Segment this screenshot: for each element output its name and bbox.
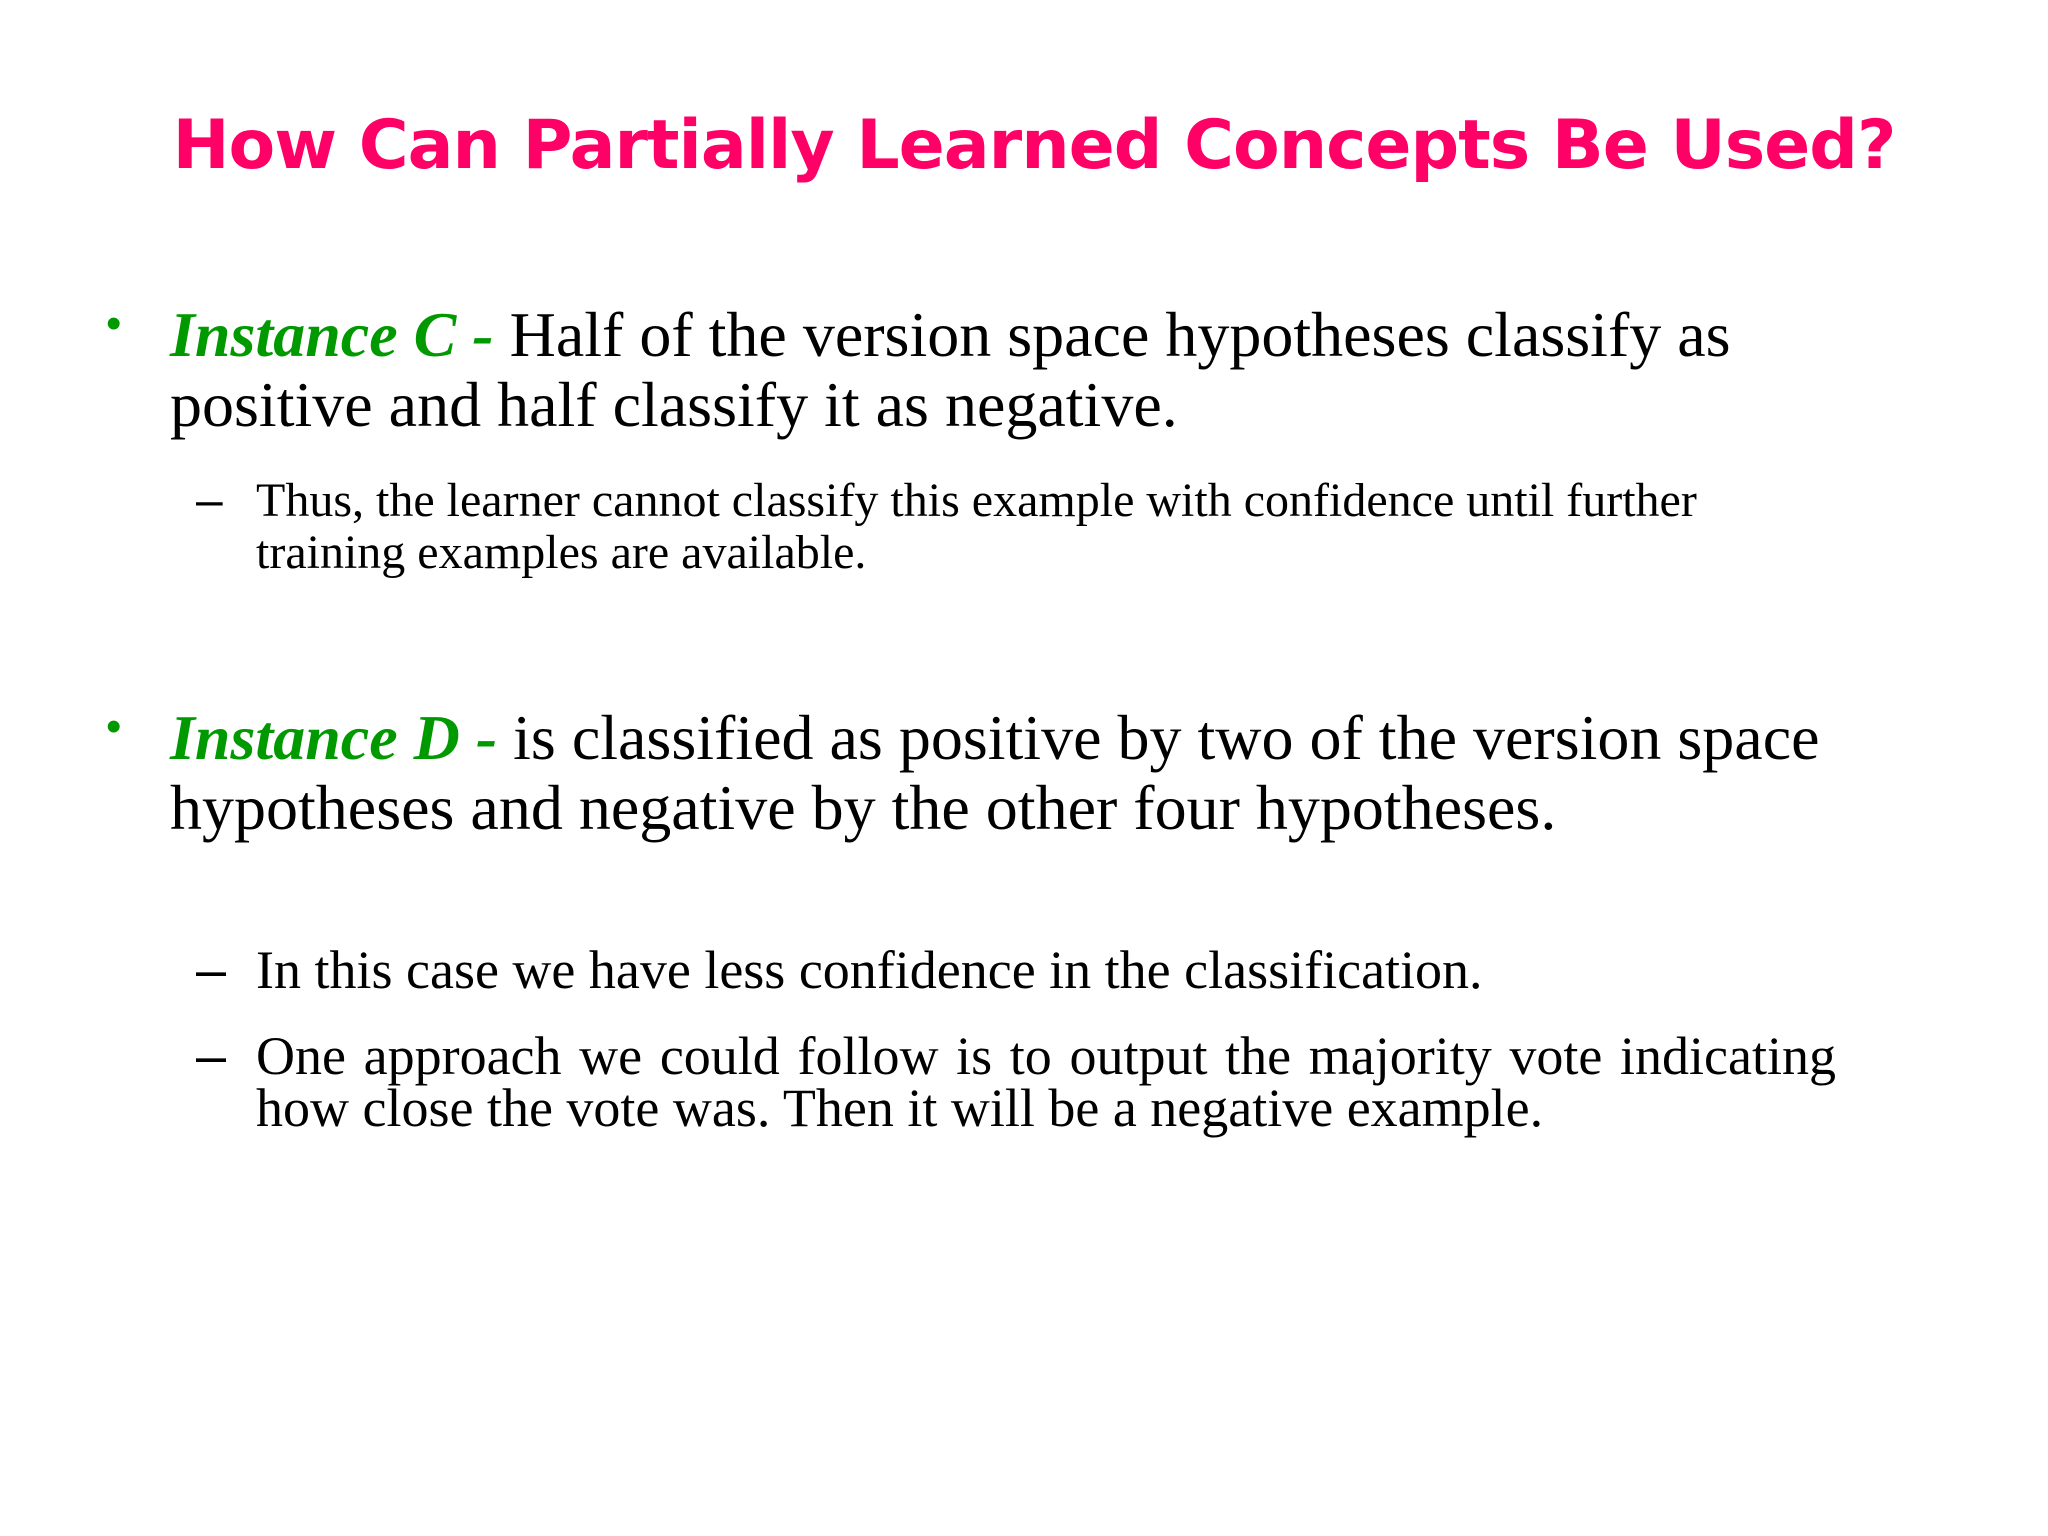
subpoint-instance-d-1	[196, 940, 1824, 1000]
instance-d-text: is classified as positive by two of the version space hypotheses and negative by the other four hypotheses.	[170, 702, 1820, 843]
subpoint-text: Thus, the learner cannot classify this example with confidence until further training examples are available.	[256, 474, 1697, 579]
subpoint-text: One approach we could follow is to output the majority vote indicating how close the vote was. Then it will be a negative example.	[256, 1026, 1836, 1138]
bullet-dot: •	[106, 702, 122, 751]
dash: –	[196, 940, 227, 1000]
instance-c-label: Instance C -	[170, 299, 494, 370]
bullet-instance-c	[106, 299, 1850, 440]
instance-d-label: Instance D -	[170, 702, 498, 773]
bullet-dot: •	[106, 299, 122, 348]
dash: –	[196, 1026, 227, 1086]
dash: –	[196, 474, 223, 527]
subpoint-instance-c-1	[196, 474, 1824, 579]
bullet-instance-d	[106, 702, 1850, 843]
instance-c-text: Half of the version space hypotheses classify as positive and half classify it as negative.	[170, 299, 1731, 440]
subpoint-instance-d-2	[196, 1026, 1836, 1138]
subpoint-text: In this case we have less confidence in the classification.	[256, 940, 1483, 1000]
slide-title: How Can Partially Learned Concepts Be Used?	[172, 106, 1896, 185]
